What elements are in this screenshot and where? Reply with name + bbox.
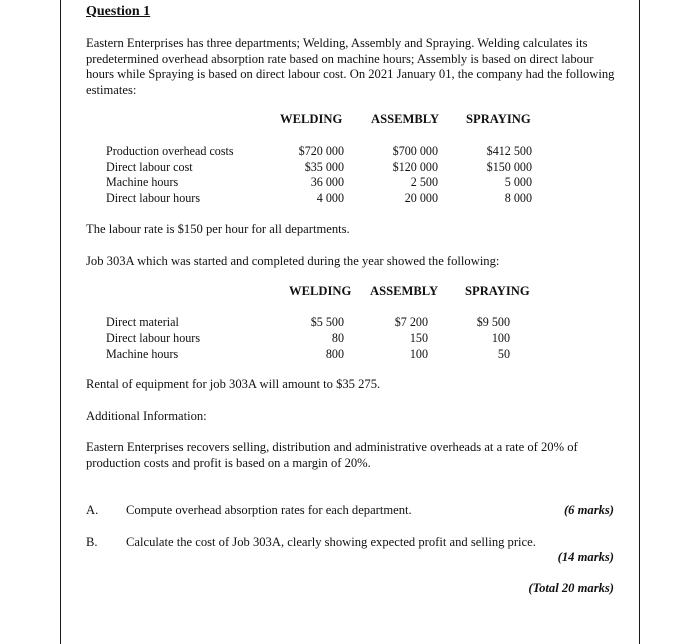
job-row — [106, 331, 546, 347]
job-header-assembly: ASSEMBLY — [370, 284, 439, 298]
additional-info-heading: Additional Information: — [86, 409, 207, 423]
job-cell: $9 500 — [476, 315, 510, 329]
job-header-spraying: SPRAYING — [465, 284, 530, 298]
job-cell: 100 — [409, 347, 428, 361]
estimates-cell: $412 500 — [486, 144, 532, 158]
estimates-cell: $120 000 — [392, 160, 438, 174]
job-cell: 150 — [409, 331, 428, 345]
task-a-marks: (6 marks) — [563, 503, 614, 517]
task-b-text: Calculate the cost of Job 303A, clearly showing expected profit and selling price. — [126, 535, 536, 549]
estimates-header-assembly: ASSEMBLY — [371, 112, 440, 126]
task-a-text: Compute overhead absorption rates for each department. — [126, 503, 412, 517]
job-cell: $5 500 — [310, 315, 344, 329]
total-marks: (Total 20 marks) — [528, 581, 614, 595]
estimates-cell: 8 000 — [504, 191, 532, 205]
job-cell: 80 — [331, 331, 344, 345]
estimates-row — [106, 175, 546, 191]
estimates-cell: 4 000 — [316, 191, 344, 205]
additional-info-text: Eastern Enterprises recovers selling, distribution and administrative overheads at a rate of 20% of production costs and profit is based on a margin of 20%. — [86, 440, 578, 470]
job-row — [106, 315, 546, 331]
estimates-cell: 20 000 — [404, 191, 438, 205]
estimates-header-spraying: SPRAYING — [466, 112, 531, 126]
estimates-row-label: Machine hours — [106, 175, 179, 189]
job-intro-text: Job 303A which was started and completed during the year showed the following: — [86, 254, 500, 268]
job-row — [106, 347, 546, 363]
estimates-cell: 36 000 — [310, 175, 344, 189]
estimates-row-label: Direct labour cost — [106, 160, 193, 174]
right-page-border — [639, 0, 640, 644]
estimates-row — [106, 144, 546, 160]
job-row-label: Direct labour hours — [106, 331, 201, 345]
estimates-header-welding: WELDING — [280, 112, 343, 126]
estimates-row — [106, 160, 546, 176]
job-row-label: Machine hours — [106, 347, 179, 361]
job-cell: $7 200 — [394, 315, 428, 329]
job-cell: 100 — [491, 331, 510, 345]
job-header-welding: WELDING — [289, 284, 352, 298]
estimates-row — [106, 191, 546, 207]
job-cell: 50 — [497, 347, 510, 361]
job-row-label: Direct material — [106, 315, 179, 329]
job-cell: 800 — [325, 347, 344, 361]
estimates-cell: 5 000 — [504, 175, 532, 189]
question-title: Question 1 — [86, 4, 151, 19]
rental-text: Rental of equipment for job 303A will amount to $35 275. — [86, 377, 381, 391]
task-a-letter: A. — [86, 503, 99, 517]
estimates-cell: $700 000 — [392, 144, 438, 158]
task-b-marks: (14 marks) — [557, 550, 614, 564]
question-intro: Eastern Enterprises has three departments; Welding, Assembly and Spraying. Welding calculates its predetermined overhead absorption rate based on machine hours; Assembly is based on direct labour hours while Spraying is based on direct labour cost. On 2021 January 01, the company had the following estimates: — [86, 36, 615, 97]
estimates-cell: $150 000 — [486, 160, 532, 174]
estimates-cell: $720 000 — [298, 144, 344, 158]
labour-rate-text: The labour rate is $150 per hour for all departments. — [86, 222, 350, 236]
left-page-border — [60, 0, 61, 644]
task-b-letter: B. — [86, 535, 98, 549]
estimates-row-label: Direct labour hours — [106, 191, 201, 205]
estimates-cell: $35 000 — [304, 160, 344, 174]
estimates-row-label: Production overhead costs — [106, 144, 234, 158]
estimates-cell: 2 500 — [410, 175, 438, 189]
